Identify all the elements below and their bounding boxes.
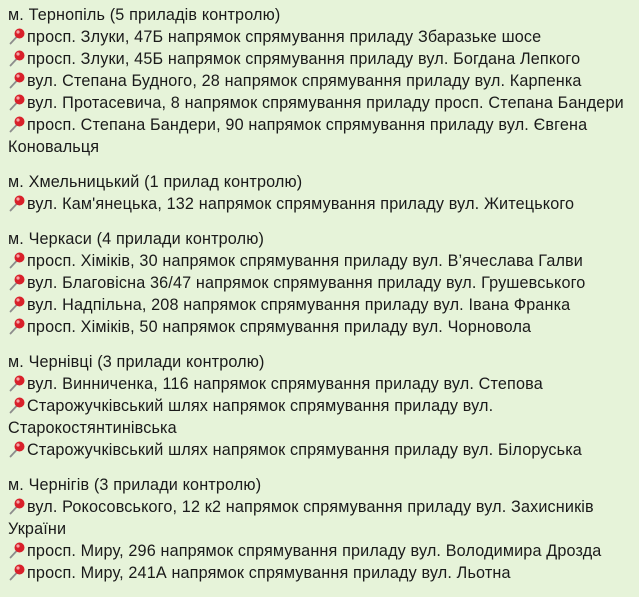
camera-location-item xyxy=(8,294,636,316)
city-section xyxy=(8,4,636,158)
city-heading: м. Черкаси (4 прилади контролю) xyxy=(8,230,265,248)
camera-location-item xyxy=(8,540,636,562)
camera-location-item xyxy=(8,272,636,294)
round-pushpin-icon xyxy=(8,49,26,67)
city-heading: м. Тернопіль (5 приладів контролю) xyxy=(8,6,281,24)
camera-location-text: просп. Злуки, 45Б напрямок спрямування приладу вул. Богдана Лепкого xyxy=(27,50,581,68)
camera-location-item xyxy=(8,26,636,48)
camera-location-item xyxy=(8,114,636,158)
camera-location-text: просп. Хіміків, 30 напрямок спрямування приладу вул. В’ячеслава Галви xyxy=(27,252,584,270)
round-pushpin-icon xyxy=(8,396,26,414)
round-pushpin-icon xyxy=(8,93,26,111)
camera-location-text: вул. Надпільна, 208 напрямок спрямування приладу вул. Івана Франка xyxy=(27,296,571,314)
camera-location-text: просп. Злуки, 47Б напрямок спрямування приладу Збаразьке шосе xyxy=(27,28,542,46)
document-body xyxy=(8,4,636,597)
round-pushpin-icon xyxy=(8,440,26,458)
round-pushpin-icon xyxy=(8,194,26,212)
round-pushpin-icon xyxy=(8,273,26,291)
camera-location-text: вул. Винниченка, 116 напрямок спрямування приладу вул. Степова xyxy=(27,375,543,393)
camera-location-item xyxy=(8,395,636,439)
camera-location-item xyxy=(8,70,636,92)
round-pushpin-icon xyxy=(8,295,26,313)
city-section xyxy=(8,228,636,338)
camera-location-text: вул. Кам'янецька, 132 напрямок спрямування приладу вул. Житецького xyxy=(27,195,575,213)
round-pushpin-icon xyxy=(8,317,26,335)
camera-location-item xyxy=(8,316,636,338)
camera-location-text: вул. Протасевича, 8 напрямок спрямування приладу просп. Степана Бандери xyxy=(27,94,624,112)
round-pushpin-icon xyxy=(8,71,26,89)
city-section xyxy=(8,474,636,584)
city-heading: м. Чернівці (3 прилади контролю) xyxy=(8,353,265,371)
camera-location-text: Старожучківський шлях напрямок спрямування приладу вул. Білоруська xyxy=(27,441,582,459)
city-section xyxy=(8,171,636,215)
camera-location-text: вул. Рокосовського, 12 к2 напрямок спрямування приладу вул. Захисників України xyxy=(8,498,594,538)
camera-location-text: просп. Миру, 296 напрямок спрямування приладу вул. Володимира Дрозда xyxy=(27,542,602,560)
camera-location-text: просп. Степана Бандери, 90 напрямок спрямування приладу вул. Євгена Коновальця xyxy=(8,116,588,156)
camera-location-text: Старожучківський шлях напрямок спрямування приладу вул. Старокостянтинівська xyxy=(8,397,494,437)
round-pushpin-icon xyxy=(8,541,26,559)
camera-location-item xyxy=(8,562,636,584)
camera-location-item xyxy=(8,496,636,540)
camera-location-item xyxy=(8,250,636,272)
round-pushpin-icon xyxy=(8,563,26,581)
city-heading: м. Чернігів (3 прилади контролю) xyxy=(8,476,262,494)
camera-location-item xyxy=(8,193,636,215)
round-pushpin-icon xyxy=(8,115,26,133)
camera-location-item xyxy=(8,439,636,461)
camera-location-text: просп. Миру, 241А напрямок спрямування приладу вул. Льотна xyxy=(27,564,511,582)
camera-location-text: просп. Хіміків, 50 напрямок спрямування приладу вул. Чорновола xyxy=(27,318,532,336)
camera-location-item xyxy=(8,48,636,70)
camera-location-text: вул. Благовісна 36/47 напрямок спрямування приладу вул. Грушевського xyxy=(27,274,586,292)
round-pushpin-icon xyxy=(8,374,26,392)
camera-location-item xyxy=(8,373,636,395)
city-heading: м. Хмельницький (1 прилад контролю) xyxy=(8,173,303,191)
round-pushpin-icon xyxy=(8,27,26,45)
camera-location-text: вул. Степана Будного, 28 напрямок спрямування приладу вул. Карпенка xyxy=(27,72,582,90)
camera-location-item xyxy=(8,92,636,114)
round-pushpin-icon xyxy=(8,497,26,515)
round-pushpin-icon xyxy=(8,251,26,269)
city-section xyxy=(8,351,636,461)
